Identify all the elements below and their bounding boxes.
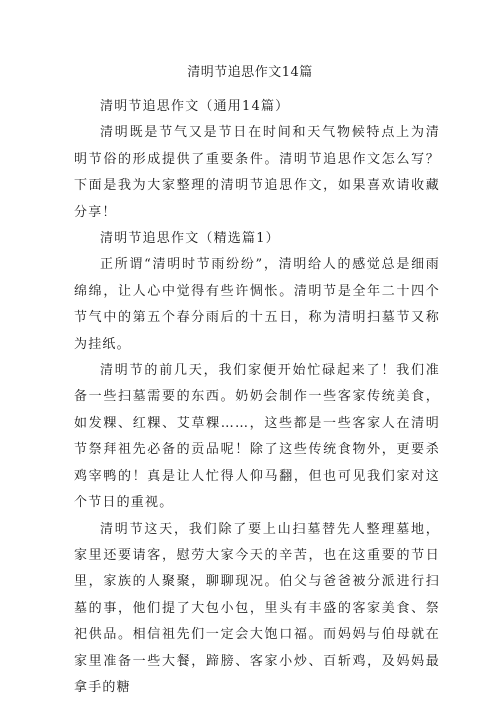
body-paragraph: 清明节这天，我们除了要上山扫墓替先人整理墓地，家里还要请客，慰劳大家今天的辛苦，也在这重要的节日里，家族的人聚聚，聊聊现况。伯父与爸爸被分派进行扫墓的事，他们提了大包小包，里头有丰盛的客家美食、祭祀供品。相信祖先们一定会大饱口福。而妈妈与伯母就在家里准备一些大餐，蹄膀、客家小炒、百斩鸡，及妈妈最拿手的糖 bbox=[74, 517, 440, 701]
document-subtitle: 清明节追思作文（通用14篇） bbox=[74, 94, 440, 120]
body-paragraph: 清明节的前几天，我们家便开始忙碌起来了！我们准备一些扫墓需要的东西。奶奶会制作一些客家传统美食，如发粿、红粿、艾草粿……，这些都是一些客家人在清明节祭拜祖先必备的贡品呢！除了这些传统食物外，更要杀鸡宰鸭的！真是让人忙得人仰马翻，但也可见我们家对这个节日的重视。 bbox=[74, 358, 440, 516]
section-heading: 清明节追思作文（精选篇1） bbox=[74, 226, 440, 252]
intro-paragraph: 清明既是节气又是节日在时间和天气物候特点上为清明节俗的形成提供了重要条件。清明节追思作文怎么写？下面是我为大家整理的清明节追思作文，如果喜欢请收藏分享！ bbox=[74, 120, 440, 226]
document-body bbox=[74, 94, 440, 701]
body-paragraph: 正所谓“清明时节雨纷纷”，清明给人的感觉总是细雨绵绵，让人心中觉得有些许惆怅。清明节是全年二十四个节气中的第五个春分雨后的十五日，称为清明扫墓节又称为挂纸。 bbox=[74, 252, 440, 358]
document-title: 清明节追思作文14篇 bbox=[0, 64, 500, 82]
